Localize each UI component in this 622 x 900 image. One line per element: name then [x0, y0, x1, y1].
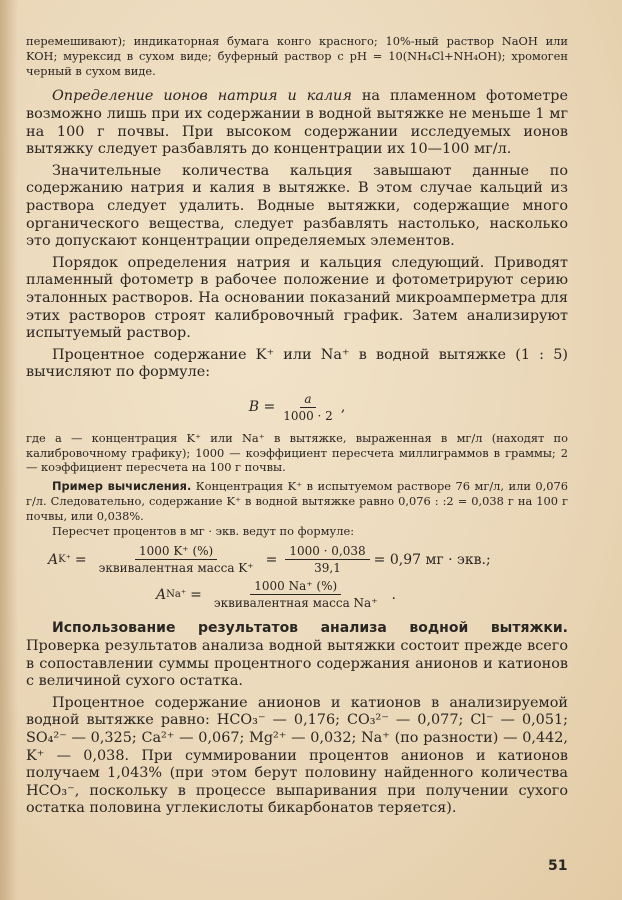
formula-k-denominator-2: 39,1 — [314, 561, 341, 576]
formula-k-denominator-1: эквивалентная масса K⁺ — [98, 561, 254, 576]
na-k-paragraph — [26, 88, 568, 158]
calcium-paragraph: Значительные количества кальция завышают данные по содержанию натрия и калия в вытяжке. В этом случае кальций из раствора следует удалить. Водные вытяжки, содержащие много органического вещества, следует разбавлять настолько, насколько это допускают концентрации определяемых элементов. — [26, 162, 568, 250]
formula-k-lhs: A — [48, 551, 59, 568]
formula-na-fraction — [210, 579, 382, 610]
na-k-text: на пламенном фотометре возможно лишь при их содержании в водной вытяжке не меньше 1 мг на 100 г почвы. При высоком содержании исследуемых ионов вытяжку следует разбавлять до концентрации их 10—100 мг/л. — [26, 88, 568, 158]
usage-heading: Использование результатов анализа водной вытяжки. — [52, 620, 568, 637]
formula-k-fraction-1 — [95, 544, 258, 575]
formula-k-result: = 0,97 мг · экв.; — [373, 551, 491, 568]
formula-na-lhs: A — [156, 586, 167, 603]
formula-na-sub: Na⁺ — [166, 589, 187, 601]
ion-content-paragraph: Процентное содержание анионов и катионов в анализируемой водной вытяжке равно: HCO₃⁻ — 0,176; CO₃²⁻ — 0,077; Cl⁻ — 0,051; SO₄²⁻ — 0,325; Ca²⁺ — 0,067; Mg²⁺ — 0,032; Na⁺ (по разности) — 0,442, K⁺ — 0,038. При суммировании процентов анионов и катионов получаем 1,043% (при этом берут половину найденного количества HCO₃⁻, поскольку в процессе выпаривания при получении сухого остатка половина углекислоты бикарбонатов теряется). — [26, 694, 568, 817]
formula-na-denominator: эквивалентная масса Na⁺ — [213, 596, 378, 611]
formula-b-lhs: B = — [248, 399, 276, 416]
procedure-paragraph: Порядок определения натрия и кальция следующий. Приводят пламенный фотометр в рабочее положение и фотометрируют серию эталонных растворов. На основании показаний микроамперметра для этих растворов строят калибровочный график. Затем анализируют испытуемый раствор. — [26, 254, 568, 342]
conversion-line: Пересчет процентов в мг · экв. ведут по формуле: — [52, 523, 355, 538]
example-paragraph — [26, 479, 568, 523]
formula-b-denominator: 1000 · 2 — [283, 408, 333, 423]
formula-b — [26, 392, 568, 423]
formula-na-tail: . — [391, 586, 396, 603]
formula-na-eq: = — [190, 586, 202, 603]
example-label: Пример вычисления. — [52, 479, 192, 494]
formula-na — [156, 579, 568, 610]
page-number: 51 — [548, 858, 568, 874]
formula-k-numerator-1: 1000 K⁺ (%) — [135, 544, 217, 560]
formula-k — [48, 544, 568, 575]
formula-b-fraction — [279, 392, 337, 423]
usage-paragraph — [26, 620, 568, 690]
formula-k-sub: K⁺ — [58, 554, 71, 566]
formula-k-eq2: = — [265, 551, 278, 568]
usage-text: Проверка результатов анализа водной вытяжки состоит прежде всего в сопоставлении суммы процентного содержания анионов и катионов с величиной сухого остатка. — [26, 638, 568, 690]
example-text: Концентрация K⁺ в испытуемом растворе 76 мг/л, или 0,076 г/л. Следовательно, содержание K⁺ в водной вытяжке равно 0,076 : :2 = 0,038 г на 100 г почвы, или 0,038%. — [26, 479, 568, 523]
formula-na-numerator: 1000 Na⁺ (%) — [250, 579, 341, 595]
formula-intro-paragraph: Процентное содержание K⁺ или Na⁺ в водной вытяжке (1 : 5) вычисляют по формуле: — [26, 346, 568, 381]
formula-explanation: где a — концентрация K⁺ или Na⁺ в вытяжке, выраженная в мг/л (находят по калибровочному графику); 1000 — коэффициент пересчета миллиграммов в граммы; 2 — коэффициент пересчета на 100 г почвы. — [26, 430, 568, 475]
na-k-heading: Определение ионов натрия и калия — [52, 88, 352, 105]
formula-b-numerator: a — [300, 392, 315, 408]
formula-k-numerator-2: 1000 · 0,038 — [285, 544, 369, 560]
reagents-list: перемешивают); индикаторная бумага конго красного; 10%-ный раствор NaOH или KOH; мурексид в сухом виде; буферный раствор с pH = 10(NH₄Cl+NH₄OH); хромоген черный в сухом виде. — [26, 34, 568, 78]
formula-k-eq: = — [74, 551, 87, 568]
formula-k-fraction-2 — [285, 544, 369, 575]
formula-b-tail: , — [340, 399, 346, 416]
